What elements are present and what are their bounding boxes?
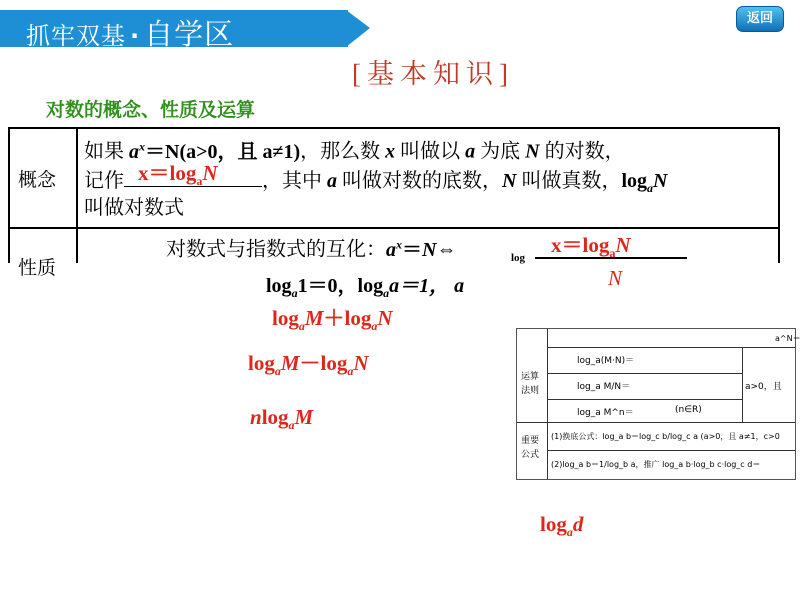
banner-title-part-a: 抓牢双基: [26, 22, 126, 50]
answer-1: [138, 158, 218, 196]
math-a: a: [327, 170, 337, 192]
math-log: log: [621, 170, 648, 192]
thumb-ops-label-2: 法则: [521, 386, 540, 396]
answer-text: log: [272, 306, 299, 330]
banner-dot: ·: [130, 22, 141, 50]
answer-M: M: [294, 405, 314, 429]
answer-2: [551, 229, 631, 261]
thumb-hline: [517, 422, 795, 423]
math-a: a: [291, 286, 298, 300]
math-a: a: [465, 140, 476, 163]
answer-6: [250, 405, 313, 433]
answer-N: N: [202, 161, 218, 185]
answer-N: N: [615, 233, 631, 257]
answer-sub: a: [566, 525, 573, 540]
thumb-ops-label-1: 运算: [521, 372, 540, 382]
iff-symbol: ⇔: [436, 238, 457, 261]
math-log: log: [266, 275, 292, 297]
answer-text: －log: [299, 351, 348, 375]
answer-sub: a: [298, 319, 305, 334]
math-N: N: [422, 238, 437, 261]
math-x: x: [396, 237, 402, 251]
concept-text: 叫做对数的底数，: [337, 170, 502, 192]
blank-1: [124, 162, 262, 187]
math-a: a: [454, 275, 465, 297]
answer-sub: a: [288, 418, 295, 433]
answer-text: log: [261, 405, 289, 429]
formula-thumbnail-table: [516, 328, 801, 480]
table-column-divider: [76, 127, 78, 263]
answer-sub: a: [609, 246, 616, 261]
thumb-key-label-2: 公式: [521, 450, 540, 460]
answer-sub: a: [371, 319, 378, 334]
knowledge-header: [352, 52, 514, 91]
banner-arrow-shape: [346, 10, 370, 47]
math-a: a: [129, 140, 139, 163]
answer-text: x＝log: [551, 233, 610, 257]
thumb-hline: [547, 347, 795, 348]
answer-M: M: [280, 351, 300, 375]
concept-text: 记作: [84, 170, 124, 192]
header-right-bracket: ]: [499, 59, 514, 89]
answer-5: [248, 347, 369, 379]
math-a: a: [386, 238, 396, 261]
answer-text: ＋log: [323, 306, 372, 330]
header-text: 基本知识: [367, 59, 499, 89]
math-x: x: [385, 140, 396, 163]
thumb-hline: [547, 373, 742, 374]
concept-line-3: 叫做对数式: [84, 197, 184, 219]
header-left-bracket: [: [352, 59, 367, 89]
back-button[interactable]: 返回: [736, 6, 784, 32]
concept-text: 为底: [475, 140, 526, 163]
math-N: N: [653, 170, 668, 192]
answer-4: [272, 302, 393, 334]
answer-7: [540, 512, 583, 540]
answer-sub: a: [347, 364, 354, 379]
math-x: x: [139, 139, 145, 153]
thumb-top-right: a^N＝: [775, 334, 801, 343]
answer-N: N: [608, 266, 623, 290]
answer-3: [608, 266, 622, 291]
answer-M: M: [304, 306, 324, 330]
table-left-border: [8, 127, 10, 263]
concept-text: 叫做真数，: [516, 170, 622, 192]
answer-text: log: [540, 512, 567, 536]
banner-title: [26, 12, 234, 53]
math-N: N: [525, 140, 540, 163]
math-eq: ＝N(a>0，且 a≠1): [145, 140, 301, 163]
section-title: 对数的概念、性质及运算: [46, 99, 256, 121]
math-N: N: [502, 170, 517, 192]
thumb-condition: a>0，且: [745, 382, 782, 392]
property-label: 性质: [18, 257, 57, 279]
concept-text: 的对数，: [539, 140, 625, 163]
thumb-hline: [547, 399, 742, 400]
log-small: log: [511, 252, 526, 264]
answer-text: log: [248, 351, 275, 375]
answer-N: N: [353, 351, 369, 375]
answer-n: n: [250, 405, 262, 429]
thumb-hline: [547, 450, 795, 451]
concept-text: ，那么数: [300, 140, 386, 163]
answer-N: N: [377, 306, 393, 330]
table-top-border: [8, 127, 780, 129]
concept-text: 叫做以: [395, 140, 466, 163]
property-line-1: 对数式与指数式的互化：$a^x=N\Leftrightarrow$: [166, 237, 457, 261]
answer-text: x＝log: [138, 161, 197, 185]
concept-text: ，其中: [262, 170, 327, 192]
math-a: a: [383, 286, 390, 300]
banner-title-part-b: 自学区: [144, 17, 235, 51]
property-text: 对数式与指数式的互化：: [166, 238, 386, 261]
answer-sub: a: [274, 364, 281, 379]
thumb-rule-3-tail: (n∈R): [675, 405, 702, 415]
thumb-formula-2: (2)log_a b＝1/log_b a，推广 log_a b·log_b c·log_c d＝: [551, 460, 761, 469]
thumb-rule-2: log_a M/N＝: [577, 382, 631, 392]
concept-label: 概念: [18, 169, 57, 191]
answer-d: d: [572, 512, 584, 536]
table-right-border: [778, 127, 780, 263]
math-a: a: [647, 181, 654, 195]
thumb-rule-1: log_a(M·N)＝: [577, 356, 635, 366]
thumb-vline: [742, 347, 743, 422]
math-text: 1＝0，log: [297, 275, 384, 297]
thumb-vline: [547, 329, 548, 479]
answer-sub: a: [196, 174, 203, 189]
math-text: a＝1，: [389, 275, 450, 297]
concept-text: 如果: [84, 140, 129, 163]
thumb-rule-3: log_a M^n＝: [577, 408, 634, 418]
thumb-formula-1: (1)换底公式：log_a b＝log_c b/log_c a (a>0，且 a≠1，c>0: [551, 432, 780, 441]
thumb-key-label-1: 重要: [521, 436, 540, 446]
